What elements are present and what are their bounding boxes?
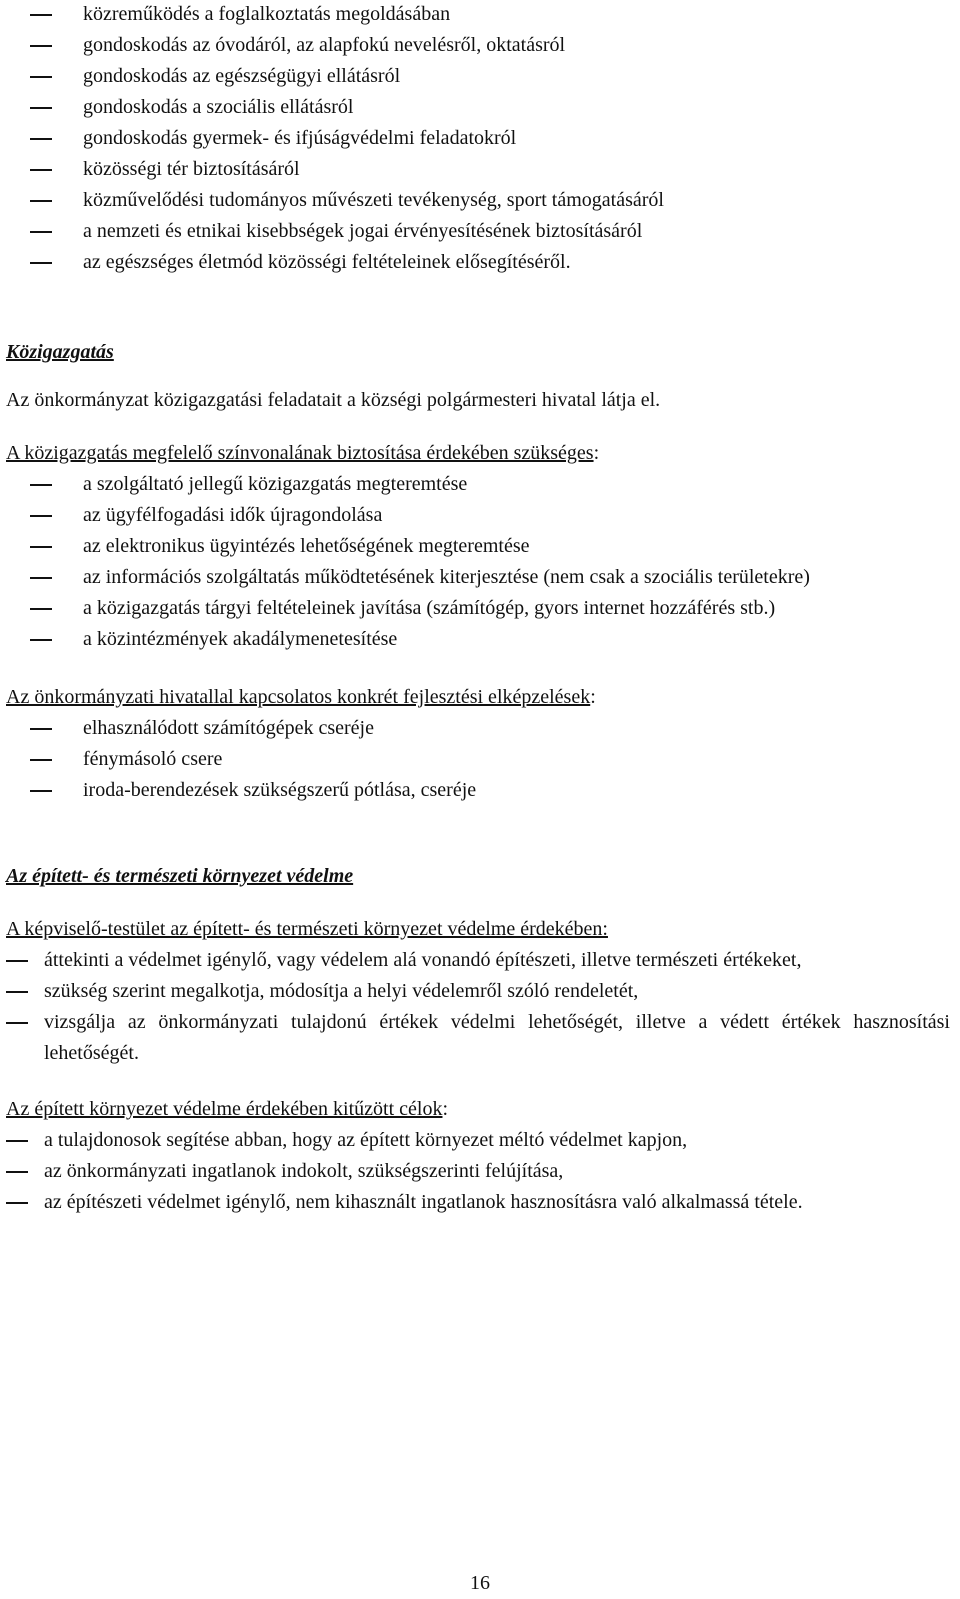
list-item: gondoskodás az óvodáról, az alapfokú nevelésről, oktatásról <box>6 30 950 61</box>
kozigazgatas-needs-list <box>6 469 950 655</box>
kozigazgatas-intro: Az önkormányzat közigazgatási feladatait a községi polgármesteri hivatal látja el. <box>6 389 661 411</box>
plans-label-text: Az önkormányzati hivatallal kapcsolatos konkrét fejlesztési elképzelések <box>6 686 591 708</box>
list-item: az elektronikus ügyintézés lehetőségének megteremtése <box>6 531 950 562</box>
list-item: elhasználódott számítógépek cseréje <box>6 713 950 744</box>
list-item: gondoskodás gyermek- és ifjúságvédelmi feladatokról <box>6 123 950 154</box>
needs-label-text: A közigazgatás megfelelő színvonalának biztosítása érdekében szükséges <box>6 442 594 464</box>
list-item: szükség szerint megalkotja, módosítja a helyi védelemről szóló rendeletét, <box>6 976 950 1007</box>
section-heading-vedelem: Az épített- és természeti környezet védelme <box>6 865 354 887</box>
intro-list <box>6 0 950 278</box>
list-item: vizsgálja az önkormányzati tulajdonú értékek védelmi lehetőségét, illetve a védett értékek hasznosítási lehetőségét. <box>6 1007 950 1069</box>
list-item: az egészséges életmód közösségi feltételeinek elősegítéséről. <box>6 247 950 278</box>
list-item: közművelődési tudományos művészeti tevékenység, sport támogatásáról <box>6 185 950 216</box>
list-item: áttekinti a védelmet igénylő, vagy védelem alá vonandó építészeti, illetve természeti értékeket, <box>6 945 950 976</box>
list-item: iroda-berendezések szükségszerű pótlása, cseréje <box>6 775 950 806</box>
list-item: közösségi tér biztosításáról <box>6 154 950 185</box>
document-page <box>6 0 950 1218</box>
list-item: gondoskodás az egészségügyi ellátásról <box>6 61 950 92</box>
vedelem-goals-list <box>6 1125 950 1218</box>
kozigazgatas-needs-label: A közigazgatás megfelelő színvonalának biztosítása érdekében szükséges: <box>6 442 600 464</box>
vedelem-body-label: A képviselő-testület az épített- és természeti környezet védelme érdekében: <box>6 918 608 940</box>
list-item: az építészeti védelmet igénylő, nem kihasznált ingatlanok hasznosításra való alkalmassá tétele. <box>6 1187 950 1218</box>
vedelem-body-list <box>6 945 950 1069</box>
list-item: a tulajdonosok segítése abban, hogy az épített környezet méltó védelmet kapjon, <box>6 1125 950 1156</box>
section-heading-kozigazgatas: Közigazgatás <box>6 341 114 363</box>
list-item: gondoskodás a szociális ellátásról <box>6 92 950 123</box>
vedelem-goals-label: Az épített környezet védelme érdekében kitűzött célok: <box>6 1098 449 1120</box>
kozigazgatas-plans-label: Az önkormányzati hivatallal kapcsolatos konkrét fejlesztési elképzelések: <box>6 686 596 708</box>
list-item: a szolgáltató jellegű közigazgatás megteremtése <box>6 469 950 500</box>
list-item: az önkormányzati ingatlanok indokolt, szükségszerinti felújítása, <box>6 1156 950 1187</box>
list-item: a nemzeti és etnikai kisebbségek jogai érvényesítésének biztosításáról <box>6 216 950 247</box>
list-item: közreműködés a foglalkoztatás megoldásában <box>6 0 950 30</box>
list-item: az ügyfélfogadási idők újragondolása <box>6 500 950 531</box>
goals-label-text: Az épített környezet védelme érdekében kitűzött célok <box>6 1098 443 1120</box>
list-item: a közintézmények akadálymenetesítése <box>6 624 950 655</box>
list-item: a közigazgatás tárgyi feltételeinek javítása (számítógép, gyors internet hozzáférés stb.) <box>6 593 950 624</box>
list-item: fénymásoló csere <box>6 744 950 775</box>
list-item: az információs szolgáltatás működtetésének kiterjesztése (nem csak a szociális területekre) <box>6 562 950 593</box>
page-number: 16 <box>470 1572 490 1594</box>
kozigazgatas-plans-list <box>6 713 950 806</box>
